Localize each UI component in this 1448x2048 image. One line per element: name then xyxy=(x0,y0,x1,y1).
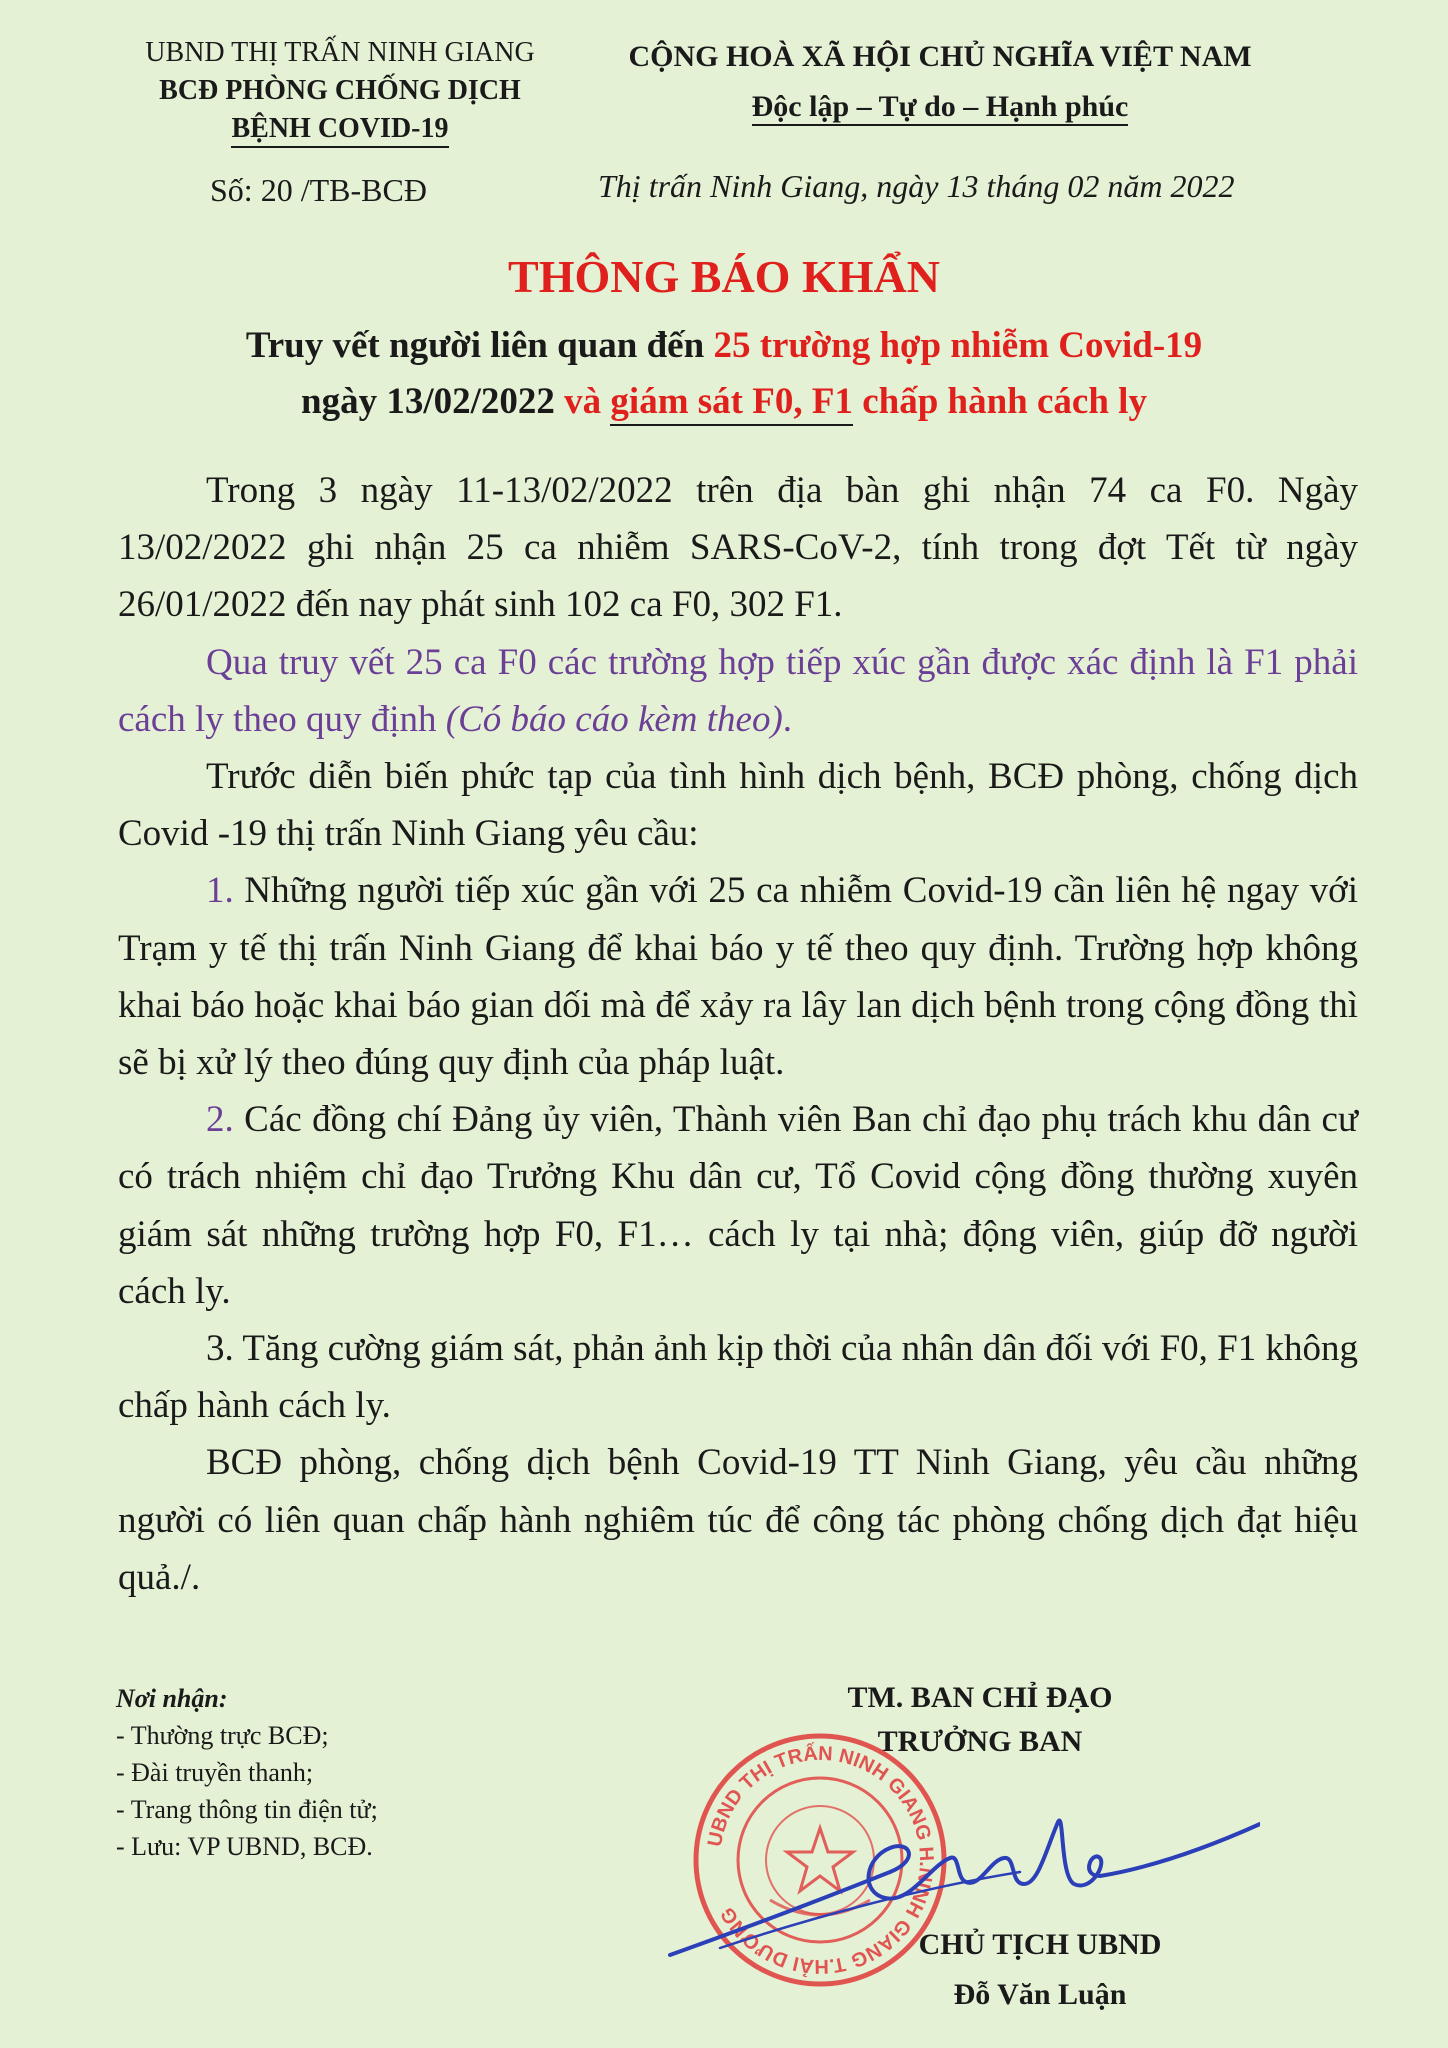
notice-body xyxy=(118,462,1358,1606)
recipient-item: - Trang thông tin điện tử; xyxy=(116,1795,378,1824)
subtitle-line1-red: 25 trường hợp nhiễm Covid-19 xyxy=(713,325,1203,366)
paragraph-7: BCĐ phòng, chống dịch bệnh Covid-19 TT Ninh Giang, yêu cầu những người có liên quan chấp hành nghiêm túc để công tác phòng chống dịch đạt hiệu quả./. xyxy=(118,1442,1358,1598)
notice-title: THÔNG BÁO KHẨN xyxy=(508,251,940,302)
document-number: Số: 20 /TB-BCĐ xyxy=(210,172,427,208)
issuing-organization xyxy=(110,34,570,148)
org-line-2: BCĐ PHÒNG CHỐNG DỊCH xyxy=(159,75,521,106)
item-2-text: Các đồng chí Đảng ủy viên, Thành viên Ban chỉ đạo phụ trách khu dân cư có trách nhiệm chỉ đạo Trưởng Khu dân cư, Tổ Covid cộng đồng thường xuyên giám sát những trường hợp F0, F1… cách ly tại nhà; động viên, giúp đỡ người cách ly. xyxy=(118,1099,1358,1312)
subtitle-line2-red-a: và xyxy=(564,381,611,422)
subtitle-line2-black: ngày 13/02/2022 xyxy=(301,381,565,422)
svg-text:UBND THỊ TRẤN NINH GIANG H.NIN: UBND THỊ TRẤN NINH GIANG H.NINH GIANG T.HẢI DƯƠNG xyxy=(703,1742,938,1978)
subtitle-line1-black: Truy vết người liên quan đến xyxy=(245,325,714,366)
country-name: CỘNG HOÀ XÃ HỘI CHỦ NGHĨA VIỆT NAM xyxy=(628,40,1252,73)
org-line-1: UBND THỊ TRẤN NINH GIANG xyxy=(145,37,535,68)
recipients-list xyxy=(116,1680,378,1865)
item-2-number: 2. xyxy=(206,1099,234,1141)
recipient-item: - Lưu: VP UBND, BCĐ. xyxy=(116,1832,373,1861)
signature-line-1: TM. BAN CHỈ ĐẠO xyxy=(847,1681,1113,1714)
paragraph-2-text: Qua truy vết 25 ca F0 các trường hợp tiếp xúc gần được xác định là F1 phải cách ly theo quy định xyxy=(118,641,1358,740)
paragraph-1: Trong 3 ngày 11-13/02/2022 trên địa bàn ghi nhận 74 ca F0. Ngày 13/02/2022 ghi nhận 25 ca nhiễm SARS-CoV-2, tính trong đợt Tết từ ngày 26/01/2022 đến nay phát sinh 102 ca F0, 302 F1. xyxy=(118,470,1358,626)
place-date: Thị trấn Ninh Giang, ngày 13 tháng 02 năm 2022 xyxy=(598,168,1235,204)
paragraph-2-italic: (Có báo cáo kèm theo) xyxy=(445,698,783,740)
recipient-item: - Đài truyền thanh; xyxy=(116,1758,314,1787)
recipients-label: Nơi nhận: xyxy=(116,1684,228,1713)
recipient-item: - Thường trực BCĐ; xyxy=(116,1721,329,1750)
national-header xyxy=(590,32,1290,132)
item-1-text: Những người tiếp xúc gần với 25 ca nhiễm Covid-19 cần liên hệ ngay với Trạm y tế thị trấn Ninh Giang để khai báo y tế theo quy định. Trường hợp không khai báo hoặc khai báo gian dối mà để xảy ra lây lan dịch bệnh trong cộng đồng thì sẽ bị xử lý theo đúng quy định của pháp luật. xyxy=(118,870,1358,1084)
signature-line-2: TRƯỞNG BAN xyxy=(877,1725,1083,1758)
signer-block xyxy=(830,1920,1250,2020)
paragraph-4 xyxy=(118,862,1358,1091)
paragraph-6: 3. Tăng cường giám sát, phản ảnh kịp thời của nhân dân đối với F0, F1 không chấp hành cách ly. xyxy=(118,1328,1358,1427)
paragraph-5 xyxy=(118,1091,1358,1320)
paragraph-2 xyxy=(118,634,1358,748)
org-line-3: BỆNH COVID-19 xyxy=(231,112,448,148)
notice-subtitle xyxy=(0,318,1448,430)
subtitle-line2-red-c: chấp hành cách ly xyxy=(852,381,1147,422)
paragraph-3: Trước diễn biến phức tạp của tình hình dịch bệnh, BCĐ phòng, chống dịch Covid -19 thị trấn Ninh Giang yêu cầu: xyxy=(118,756,1358,855)
signer-position: CHỦ TỊCH UBND xyxy=(918,1928,1162,1961)
item-1-number: 1. xyxy=(206,870,234,912)
national-motto: Độc lập – Tự do – Hạnh phúc xyxy=(752,90,1129,126)
paragraph-2-end: . xyxy=(782,698,793,740)
subtitle-line2-red-underlined: giám sát F0, F1 xyxy=(610,380,853,426)
signer-name: Đỗ Văn Luận xyxy=(953,1978,1127,2011)
